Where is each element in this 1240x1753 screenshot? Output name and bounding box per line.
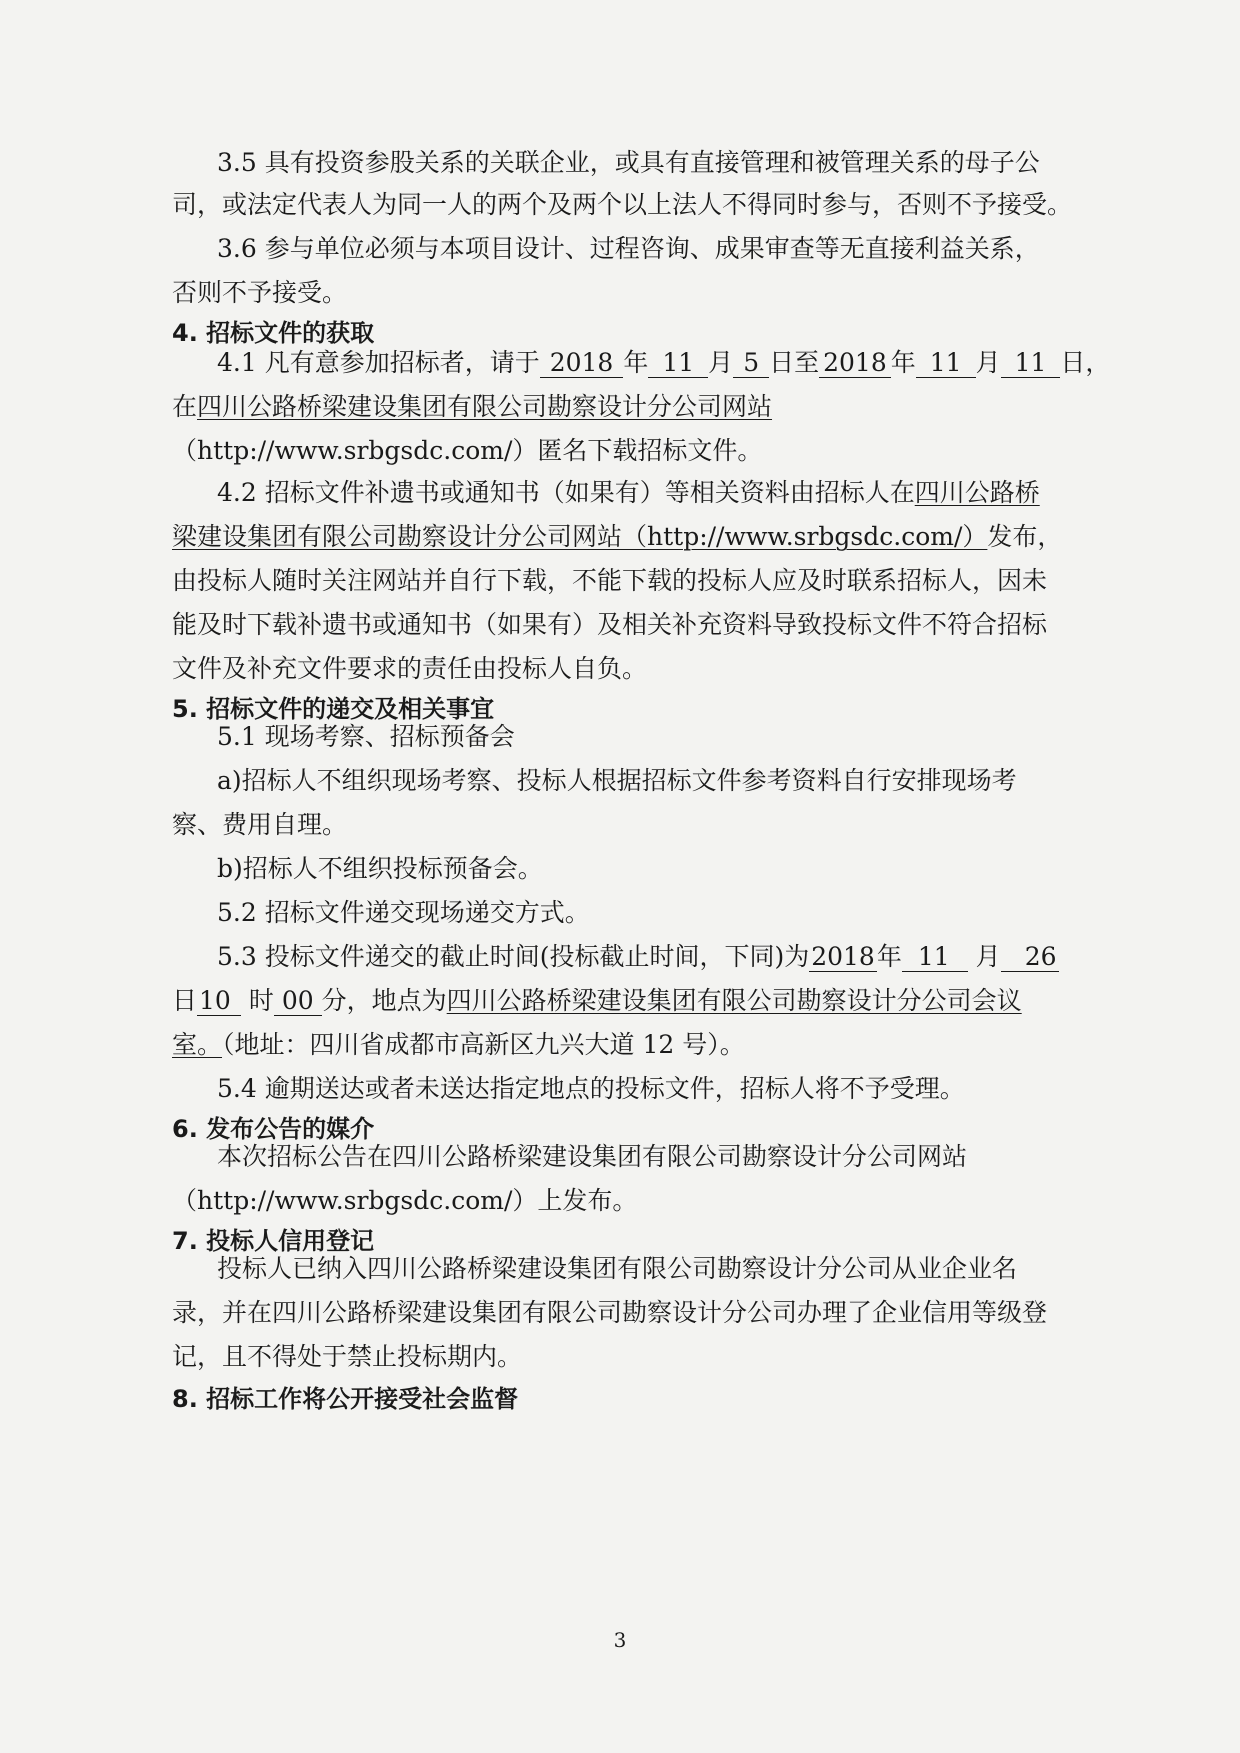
section-5-heading: 5. 招标文件的递交及相关事宜 <box>172 695 495 723</box>
clause-4-1-prefix: 4.1 凡有意参加招标者，请于 <box>217 348 540 377</box>
clause-4-2-line-5: 文件及补充文件要求的责任由投标人自负。 <box>172 654 648 683</box>
website-link-part-1: 四川公路桥 <box>914 478 1040 507</box>
website-link-part-2: 梁建设集团有限公司勘察设计分公司网站（http://www.srbgsdc.com/） <box>172 522 988 551</box>
clause-4-2-line-4: 能及时下载补遗书或通知书（如果有）及相关补充资料导致投标文件不符合招标 <box>172 610 1048 639</box>
clause-5-1-b: b)招标人不组织投标预备会。 <box>217 854 543 883</box>
clause-4-1-line-1 <box>0 346 1240 380</box>
month-label: 月 <box>708 348 734 377</box>
section-7-heading: 7. 投标人信用登记 <box>172 1227 375 1255</box>
section-7-line-1: 投标人已纳入四川公路桥梁建设集团有限公司勘察设计分公司从业企业名 <box>217 1254 1018 1283</box>
clause-5-2: 5.2 招标文件递交现场递交方式。 <box>217 898 590 927</box>
deadline-year: 2018 <box>811 942 875 971</box>
clause-5-3-line-3 <box>0 1028 1240 1062</box>
day-to-label: 日至 <box>769 348 820 377</box>
clause-4-2-line-3: 由投标人随时关注网站并自行下载，不能下载的投标人应及时联系招标人，因未 <box>172 566 1048 595</box>
at-label: 在 <box>172 392 198 421</box>
section-6-heading: 6. 发布公告的媒介 <box>172 1115 375 1143</box>
clause-3-5-line-1: 3.5 具有投资参股关系的关联企业，或具有直接管理和被管理关系的母子公 <box>217 148 1040 177</box>
minute-place-label: 分，地点为 <box>321 986 447 1015</box>
month-label: 月 <box>975 348 1001 377</box>
start-month: 11 <box>648 349 708 378</box>
clause-5-3-line-2 <box>0 984 1240 1018</box>
clause-4-2-line-1 <box>0 476 1240 510</box>
deadline-hour: 10 <box>197 987 241 1016</box>
page-number: 3 <box>613 1628 627 1652</box>
start-year: 2018 <box>540 349 624 378</box>
clause-5-1-a-line-1: a)招标人不组织现场考察、投标人根据招标文件参考资料自行安排现场考 <box>217 766 1017 795</box>
clause-3-6-line-1: 3.6 参与单位必须与本项目设计、过程咨询、成果审查等无直接利益关系， <box>217 234 1040 263</box>
clause-5-3-text: 5.3 投标文件递交的截止时间(投标截止时间，下同)为 <box>217 942 810 971</box>
section-4-heading: 4. 招标文件的获取 <box>172 319 375 347</box>
deadline-month: 11 <box>902 943 968 972</box>
deadline-minute: 00 <box>274 987 322 1016</box>
month-label: 月 <box>975 942 1001 971</box>
clause-5-1-a-line-2: 察、费用自理。 <box>172 810 348 839</box>
clause-5-4: 5.4 逾期送达或者未送达指定地点的投标文件，招标人将不予受理。 <box>217 1074 965 1103</box>
section-7-line-3: 记，且不得处于禁止投标期内。 <box>172 1342 523 1371</box>
clause-3-5-line-2: 司，或法定代表人为同一人的两个及两个以上法人不得同时参与，否则不予接受。 <box>172 190 1073 219</box>
clause-4-2-text: 4.2 招标文件补遗书或通知书（如果有）等相关资料由招标人在 <box>217 478 915 507</box>
website-name: 四川公路桥梁建设集团有限公司勘察设计分公司网站 <box>197 392 773 421</box>
day-label: 日， <box>1060 348 1111 377</box>
clause-5-3-line-1 <box>0 940 1240 974</box>
year-label: 年 <box>876 942 902 971</box>
clause-4-2-line-2 <box>0 520 1240 554</box>
day-label: 日 <box>172 986 198 1015</box>
end-year: 2018 <box>819 349 891 378</box>
year-label: 年 <box>623 348 649 377</box>
section-8-heading: 8. 招标工作将公开接受社会监督 <box>172 1385 519 1413</box>
year-label: 年 <box>890 348 916 377</box>
clause-4-1-line-2 <box>0 390 1240 424</box>
start-day: 5 <box>733 349 769 378</box>
section-6-line-2: （http://www.srbgsdc.com/）上发布。 <box>172 1186 638 1215</box>
clause-3-6-line-2: 否则不予接受。 <box>172 278 348 307</box>
clause-5-1: 5.1 现场考察、招标预备会 <box>217 722 515 751</box>
deadline-place-part-1: 四川公路桥梁建设集团有限公司勘察设计分公司会议 <box>446 986 1022 1015</box>
section-6-line-1: 本次招标公告在四川公路桥梁建设集团有限公司勘察设计分公司网站 <box>217 1142 968 1171</box>
clause-4-1-line-3: （http://www.srbgsdc.com/）匿名下载招标文件。 <box>172 436 763 465</box>
end-month: 11 <box>916 349 976 378</box>
publish-label: 发布， <box>987 522 1063 551</box>
deadline-address: （地址：四川省成都市高新区九兴大道 12 号）。 <box>222 1030 745 1059</box>
deadline-day: 26 <box>1001 943 1059 972</box>
end-day: 11 <box>1001 349 1061 378</box>
hour-label: 时 <box>248 986 274 1015</box>
section-7-line-2: 录，并在四川公路桥梁建设集团有限公司勘察设计分公司办理了企业信用等级登 <box>172 1298 1048 1327</box>
deadline-place-part-2: 室。 <box>172 1030 223 1059</box>
